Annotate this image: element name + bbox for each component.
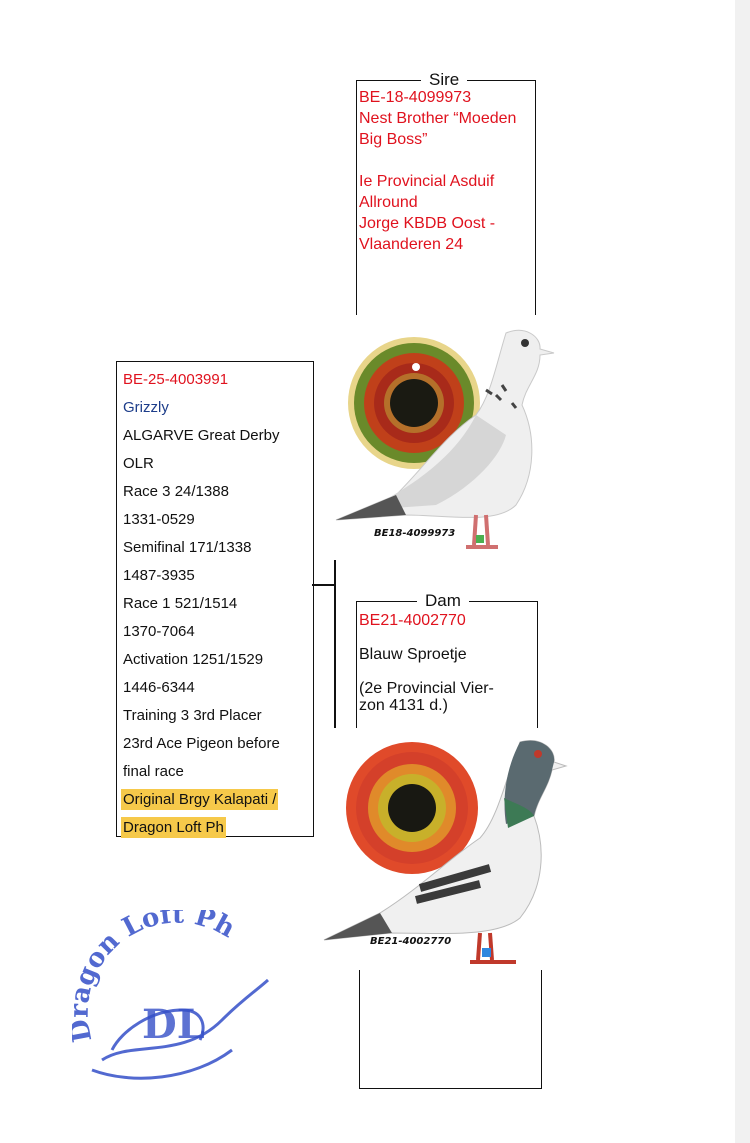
dam-note-line: zon 4131 d.): [359, 697, 448, 714]
dam-legend: Dam: [417, 592, 469, 610]
pigeon-origin-highlight: Original Brgy Kalapati /: [123, 791, 277, 808]
stamp-text: gon Loft Ph: [72, 910, 240, 991]
loft-stamp: [72, 910, 282, 1110]
sire-pigeon-illustration: [326, 315, 566, 560]
sire-line: Vlaanderen 24: [359, 236, 464, 253]
connector-vertical: [334, 560, 336, 728]
sire-spacer: [359, 150, 537, 171]
dam-name: Blauw Sproetje: [359, 646, 467, 663]
pigeon-line: 1331-0529: [123, 511, 195, 528]
pigeon-name: Grizzly: [123, 399, 169, 416]
page-edge: [735, 0, 750, 1143]
pigeon-ring-number: BE-25-4003991: [123, 371, 229, 388]
sire-details: [359, 87, 537, 255]
pigeon-line: OLR: [123, 455, 154, 472]
dam-box: [356, 591, 538, 730]
dam-note: [359, 680, 535, 714]
pigeon-line: Training 3 3rd Placer: [123, 707, 262, 724]
dam-pigeon-illustration: [320, 728, 568, 970]
pigeon-origin-highlight: Dragon Loft Ph: [123, 819, 224, 836]
sire-line: Ie Provincial Asduif: [359, 173, 495, 190]
pigeon-line: final race: [123, 763, 184, 780]
stamp-monogram: DL: [142, 1001, 205, 1048]
sire-ring-number: BE-18-4099973: [359, 89, 472, 106]
sire-box: [356, 70, 536, 317]
dam-photo: [320, 728, 568, 970]
dam-photo-label: BE21-4002770: [370, 936, 452, 947]
pigeon-info-box: [116, 361, 314, 837]
pigeon-line: ALGARVE Great Derby: [123, 427, 280, 444]
pigeon-line: Activation 1251/1529: [123, 651, 264, 668]
sire-line: Jorge KBDB Oost -: [359, 215, 496, 232]
sire-legend: Sire: [421, 71, 467, 89]
dam-box-lower: [359, 970, 542, 1089]
dam-note-line: (2e Provincial Vier-: [359, 680, 494, 697]
pigeon-line: Race 3 24/1388: [123, 483, 229, 500]
pigeon-line: 1370-7064: [123, 623, 195, 640]
sire-line: Big Boss”: [359, 131, 428, 148]
sire-photo: [326, 315, 566, 560]
dragon-loft-stamp-icon: [72, 910, 282, 1110]
pigeon-details: [123, 366, 311, 842]
sire-line: Allround: [359, 194, 418, 211]
dam-ring-number: BE21-4002770: [359, 612, 466, 629]
sire-line: Nest Brother “Moeden: [359, 110, 517, 127]
connector-horizontal: [312, 584, 334, 586]
pigeon-line: 1446-6344: [123, 679, 195, 696]
pigeon-origin-line: [123, 786, 311, 814]
pigeon-line: 1487-3935: [123, 567, 195, 584]
sire-photo-label: BE18-4099973: [374, 528, 456, 539]
pigeon-line: Semifinal 171/1338: [123, 539, 252, 556]
pigeon-line: Race 1 521/1514: [123, 595, 238, 612]
pigeon-origin-line: [123, 814, 311, 842]
pigeon-line: 23rd Ace Pigeon before: [123, 735, 280, 752]
